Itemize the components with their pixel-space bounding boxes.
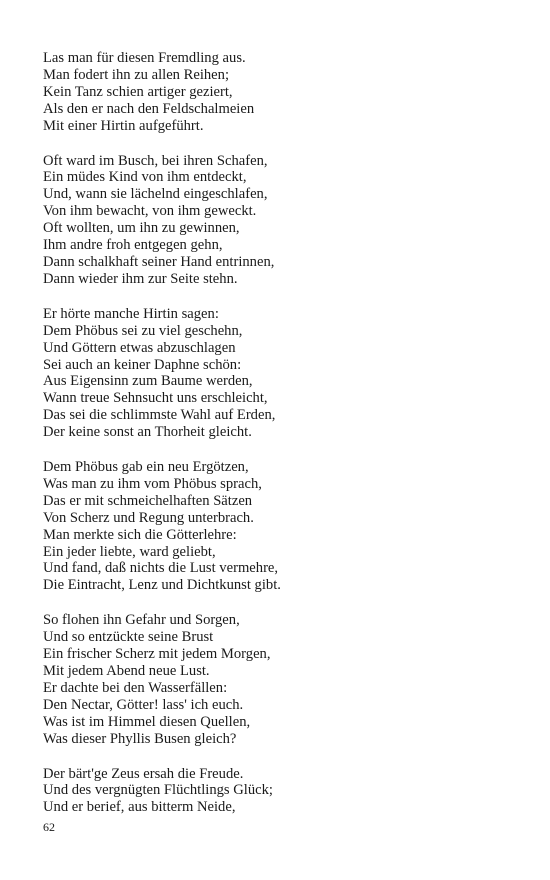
verse-line: Dann schalkhaft seiner Hand entrinnen, — [43, 253, 275, 270]
page-number: 62 — [43, 820, 55, 834]
verse-line: Das sei die schlimmste Wahl auf Erden, — [43, 407, 276, 424]
verse-line: Dann wieder ihm zur Seite stehn. — [43, 270, 238, 287]
verse-line: Wann treue Sehnsucht uns erschleicht, — [43, 390, 268, 407]
verse-line: Mit einer Hirtin aufgeführt. — [43, 117, 204, 134]
verse-line: Mit jedem Abend neue Lust. — [43, 663, 210, 679]
verse-line: Und so entzückte seine Brust — [43, 629, 214, 646]
verse-line: Und er berief, aus bitterm Neide, — [43, 799, 236, 816]
verse-line: Er dachte bei den Wasserfällen: — [43, 679, 228, 696]
verse-line: Als den er nach den Feldschalmeien — [43, 100, 255, 117]
verse-line: Dem Phöbus sei zu viel geschehn, — [43, 322, 243, 339]
verse-line: Ein frischer Scherz mit jedem Morgen, — [43, 646, 271, 663]
stanza — [43, 153, 523, 288]
stanza — [43, 612, 523, 747]
verse-line: Man merkte sich die Götterlehre: — [43, 526, 237, 543]
verse-line: So flohen ihn Gefahr und Sorgen, — [43, 612, 240, 629]
verse-line: Und, wann sie lächelnd eingeschlafen, — [43, 186, 268, 203]
verse-line: Was dieser Phyllis Busen gleich? — [43, 730, 237, 747]
verse-line: Und des vergnügten Flüchtlings Glück; — [43, 782, 273, 799]
verse-line: Was man zu ihm vom Phöbus sprach, — [43, 475, 262, 492]
verse-line: Was ist im Himmel diesen Quellen, — [43, 713, 251, 730]
verse-line: Oft ward im Busch, bei ihren Schafen, — [43, 152, 268, 169]
verse-line: Las man für diesen Fremdling aus. — [43, 50, 246, 66]
stanza — [43, 306, 523, 441]
verse-line: Ein jeder liebte, ward geliebt, — [43, 543, 216, 560]
verse-line: Ihm andre froh entgegen gehn, — [43, 237, 223, 254]
verse-line: Und fand, daß nichts die Lust vermehre, — [43, 560, 279, 577]
verse-line: Dem Phöbus gab ein neu Ergötzen, — [43, 459, 249, 476]
verse-line: Aus Eigensinn zum Baume werden, — [43, 373, 253, 390]
verse-line: Von Scherz und Regung unterbrach. — [43, 509, 254, 526]
verse-line: Kein Tanz schien artiger geziert, — [43, 83, 233, 100]
poem-text — [43, 50, 523, 834]
stanza — [43, 766, 523, 817]
verse-line: Er hörte manche Hirtin sagen: — [43, 305, 219, 322]
verse-line: Man fodert ihn zu allen Reihen; — [43, 66, 230, 83]
verse-line: Den Nectar, Götter! lass' ich euch. — [43, 696, 244, 713]
stanza — [43, 50, 523, 135]
stanza — [43, 459, 523, 594]
verse-line: Und Göttern etwas abzuschlagen — [43, 339, 236, 356]
verse-line: Oft wollten, um ihn zu gewinnen, — [43, 220, 240, 237]
verse-line: Ein müdes Kind von ihm entdeckt, — [43, 169, 247, 186]
verse-line: Die Eintracht, Lenz und Dichtkunst gibt. — [43, 577, 281, 594]
verse-line: Der bärt'ge Zeus ersah die Freude. — [43, 765, 244, 782]
verse-line: Der keine sonst an Thorheit gleicht. — [43, 424, 252, 441]
verse-line: Das er mit schmeichelhaften Sätzen — [43, 492, 253, 509]
verse-line: Sei auch an keiner Daphne schön: — [43, 356, 242, 373]
verse-line: Von ihm bewacht, von ihm geweckt. — [43, 203, 257, 220]
